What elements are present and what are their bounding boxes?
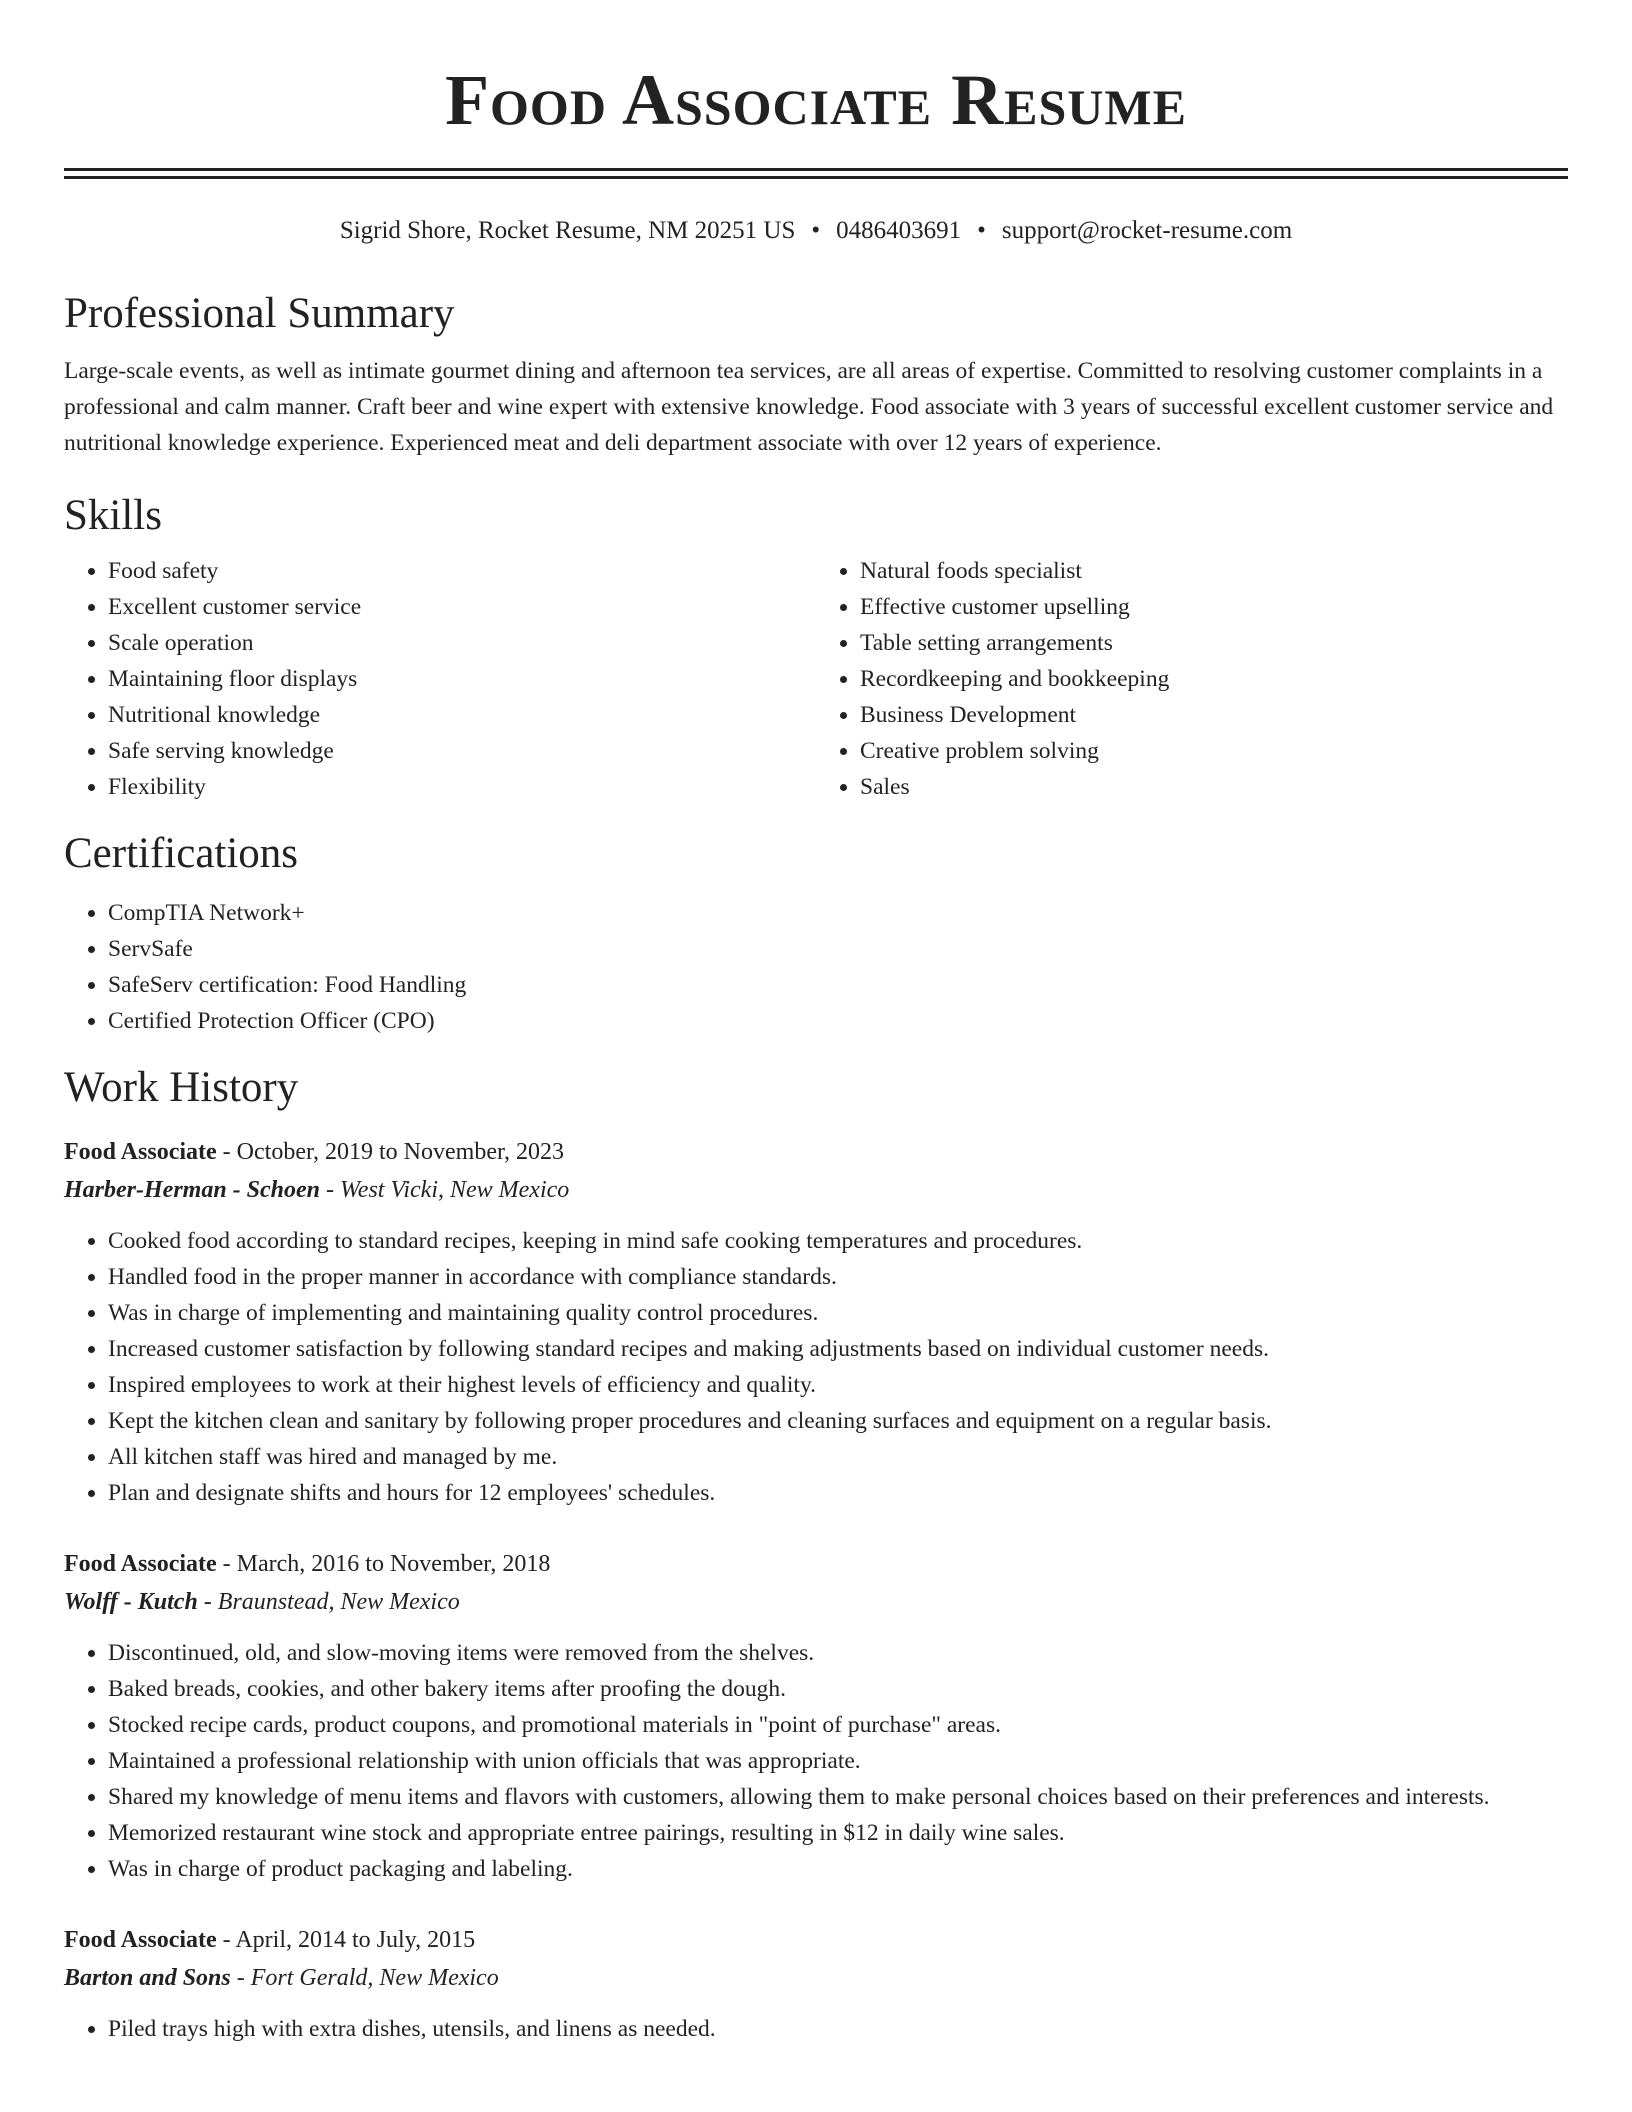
certification-item: • SafeServ certification: Food Handling (108, 967, 1568, 1003)
job-employer-line: Wolff - Kutch - Braunstead, New Mexico (64, 1589, 460, 1615)
contact-email: support@rocket-resume.com (1001, 217, 1293, 244)
job-bullets (64, 2011, 1568, 2047)
skill-item: • Natural foods specialist (860, 553, 1568, 589)
job-bullet: • Inspired employees to work at their highest levels of efficiency and quality. (108, 1367, 1568, 1403)
job-bullet: • Stocked recipe cards, product coupons, and promotional materials in "point of purchase" areas. (108, 1707, 1568, 1743)
skill-item: • Nutritional knowledge (108, 697, 816, 733)
job-bullet: • Was in charge of implementing and maintaining quality control procedures. (108, 1295, 1568, 1331)
skill-item: • Scale operation (108, 625, 816, 661)
job-bullet: • Kept the kitchen clean and sanitary by following proper procedures and cleaning surfaces and equipment on a regular basis. (108, 1403, 1568, 1439)
contact-phone: 0486403691 (836, 217, 962, 244)
contact-separator: • (977, 217, 986, 244)
job-location: Braunstead, New Mexico (217, 1589, 460, 1615)
contact-separator: • (811, 217, 821, 244)
job-bullet: • Increased customer satisfaction by following standard recipes and making adjustments based on individual customer needs. (108, 1331, 1568, 1367)
job-dates: April, 2014 to July, 2015 (235, 1927, 476, 1953)
certification-item: • CompTIA Network+ (108, 895, 1568, 931)
skill-item: • Table setting arrangements (860, 625, 1568, 661)
job-bullet: • All kitchen staff was hired and managed by me. (108, 1439, 1568, 1475)
job-title-line: Food Associate - October, 2019 to November, 2023 (64, 1139, 565, 1165)
job-bullet: • Shared my knowledge of menu items and flavors with customers, allowing them to make personal choices based on their preferences and interests. (108, 1779, 1568, 1815)
job-location: West Vicki, New Mexico (340, 1177, 570, 1203)
job-role: Food Associate (64, 1927, 217, 1953)
job-entry (64, 1133, 1568, 1511)
summary-heading: Professional Summary (64, 290, 455, 337)
job-role: Food Associate (64, 1139, 217, 1165)
skills-list-left (64, 553, 816, 805)
job-entry (64, 1545, 1568, 1887)
skill-item: • Sales (860, 769, 1568, 805)
skill-item: • Food safety (108, 553, 816, 589)
job-bullet: • Memorized restaurant wine stock and appropriate entree pairings, resulting in $12 in daily wine sales. (108, 1815, 1568, 1851)
job-role: Food Associate (64, 1551, 217, 1577)
job-employer-line: Barton and Sons - Fort Gerald, New Mexico (64, 1965, 499, 1991)
job-bullet: • Piled trays high with extra dishes, utensils, and linens as needed. (108, 2011, 1568, 2047)
skill-item: • Flexibility (108, 769, 816, 805)
job-title-line: Food Associate - April, 2014 to July, 2015 (64, 1927, 476, 1953)
job-dates: October, 2019 to November, 2023 (236, 1139, 565, 1165)
job-company: Harber-Herman - Schoen (64, 1177, 321, 1203)
certifications-list (64, 895, 1568, 1039)
skill-item: • Creative problem solving (860, 733, 1568, 769)
skills-list-right (816, 553, 1568, 805)
contact-line (64, 215, 1568, 247)
skill-item: • Excellent customer service (108, 589, 816, 625)
certification-item: • Certified Protection Officer (CPO) (108, 1003, 1568, 1039)
job-bullets (64, 1223, 1568, 1511)
job-bullet: • Plan and designate shifts and hours for 12 employees' schedules. (108, 1475, 1568, 1511)
skills-heading: Skills (64, 492, 162, 539)
contact-address: Sigrid Shore, Rocket Resume, NM 20251 US (339, 217, 796, 244)
job-bullets (64, 1635, 1568, 1887)
summary-text: Large-scale events, as well as intimate gourmet dining and afternoon tea services, are all areas of expertise. Committed to resolving customer complaints in a professional and calm manner. Craft beer and wine expert with extensive knowledge. Food associate with 3 years of successful excellent customer service and nutritional knowledge experience. Experienced meat and deli department associate with over 12 years of experience. (64, 358, 1554, 456)
job-bullet: • Discontinued, old, and slow-moving items were removed from the shelves. (108, 1635, 1568, 1671)
job-bullet: • Cooked food according to standard recipes, keeping in mind safe cooking temperatures and procedures. (108, 1223, 1568, 1259)
job-bullet: • Was in charge of product packaging and labeling. (108, 1851, 1568, 1887)
work-history-heading: Work History (64, 1064, 299, 1111)
skill-item: • Recordkeeping and bookkeeping (860, 661, 1568, 697)
job-company: Barton and Sons (64, 1965, 231, 1991)
job-dates: March, 2016 to November, 2018 (236, 1551, 551, 1577)
skills-grid (64, 553, 1568, 805)
certifications-heading: Certifications (64, 830, 299, 877)
job-employer-line: Harber-Herman - Schoen - West Vicki, New Mexico (64, 1177, 570, 1203)
job-company: Wolff - Kutch (64, 1589, 198, 1615)
skill-item: • Effective customer upselling (860, 589, 1568, 625)
title-double-rule (64, 168, 1568, 179)
skill-item: • Maintaining floor displays (108, 661, 816, 697)
job-title-line: Food Associate - March, 2016 to November, 2018 (64, 1551, 551, 1577)
resume-title: Food Associate Resume (445, 60, 1187, 140)
certification-item: • ServSafe (108, 931, 1568, 967)
job-bullet: • Maintained a professional relationship with union officials that was appropriate. (108, 1743, 1568, 1779)
job-bullet: • Baked breads, cookies, and other bakery items after proofing the dough. (108, 1671, 1568, 1707)
skill-item: • Safe serving knowledge (108, 733, 816, 769)
job-entry (64, 1921, 1568, 2047)
job-bullet: • Handled food in the proper manner in accordance with compliance standards. (108, 1259, 1568, 1295)
job-location: Fort Gerald, New Mexico (250, 1965, 499, 1991)
skill-item: • Business Development (860, 697, 1568, 733)
